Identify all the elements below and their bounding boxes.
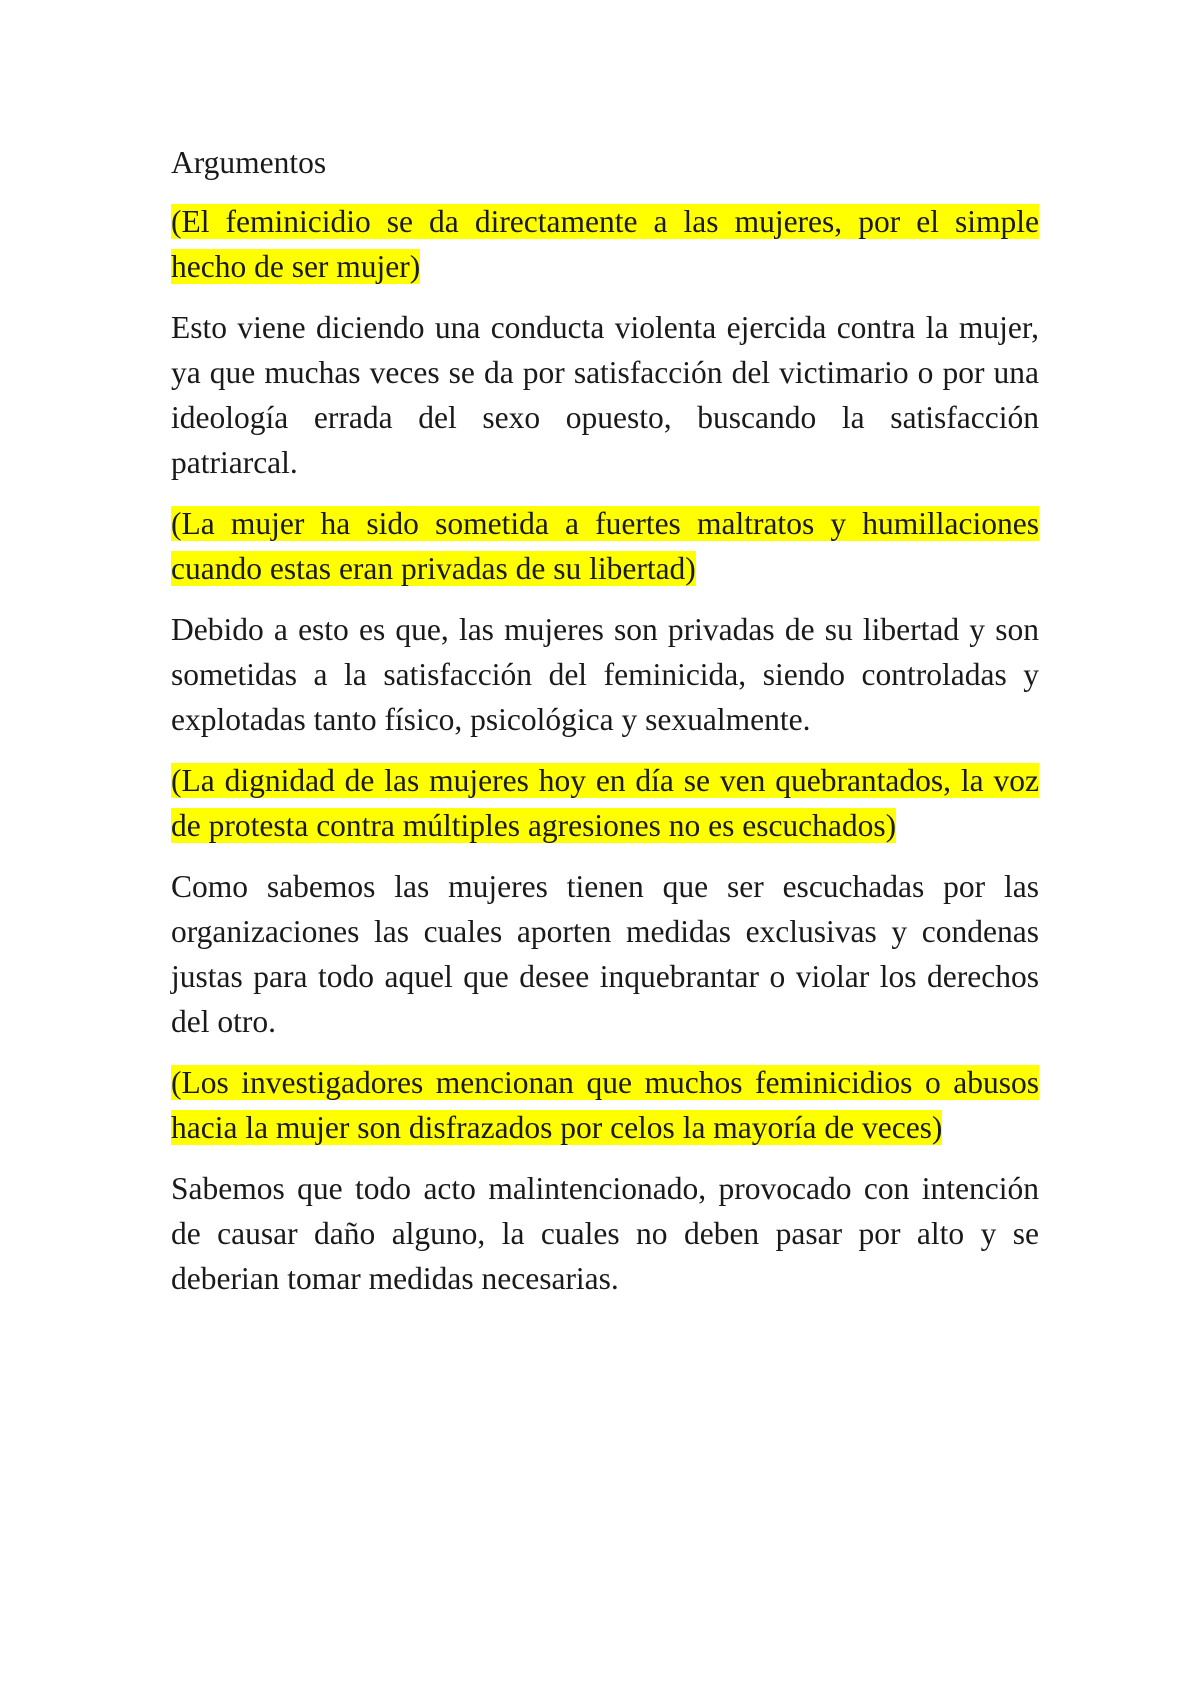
body-text: Debido a esto es que, las mujeres son privadas de su libertad y son sometidas a la satisfacción del feminicida, siendo controladas y explotadas tanto físico, psicológica y sexualmente. [171,612,1039,737]
highlighted-text: (La dignidad de las mujeres hoy en día se ven quebrantados, la voz de protesta contra múltiples agresiones no es escuchados) [171,763,1039,843]
highlighted-text: (Los investigadores mencionan que muchos feminicidios o abusos hacia la mujer son disfrazados por celos la mayoría de veces) [171,1065,1039,1145]
body-text: Sabemos que todo acto malintencionado, provocado con intención de causar daño alguno, la cuales no deben pasar por alto y se deberian tomar medidas necesarias. [171,1171,1039,1296]
explanation-paragraph-3 [171,864,1039,1044]
explanation-paragraph-2 [171,607,1039,742]
explanation-paragraph-1 [171,305,1039,485]
argument-paragraph-2 [171,501,1039,591]
highlighted-text: (El feminicidio se da directamente a las mujeres, por el simple hecho de ser mujer) [171,204,1039,284]
highlighted-text: (La mujer ha sido sometida a fuertes maltratos y humillaciones cuando estas eran privadas de su libertad) [171,506,1039,586]
body-text: Como sabemos las mujeres tienen que ser escuchadas por las organizaciones las cuales aporten medidas exclusivas y condenas justas para todo aquel que desee inquebrantar o violar los derechos del otro. [171,869,1039,1039]
argument-paragraph-4 [171,1060,1039,1150]
argument-paragraph-1 [171,199,1039,289]
body-text: Esto viene diciendo una conducta violenta ejercida contra la mujer, ya que muchas veces se da por satisfacción del victimario o por una ideología errada del sexo opuesto, buscando la satisfacción patriarcal. [171,310,1039,480]
document-title: Argumentos [171,145,327,180]
document-body [171,140,1039,1317]
argument-paragraph-3 [171,758,1039,848]
explanation-paragraph-4 [171,1166,1039,1301]
